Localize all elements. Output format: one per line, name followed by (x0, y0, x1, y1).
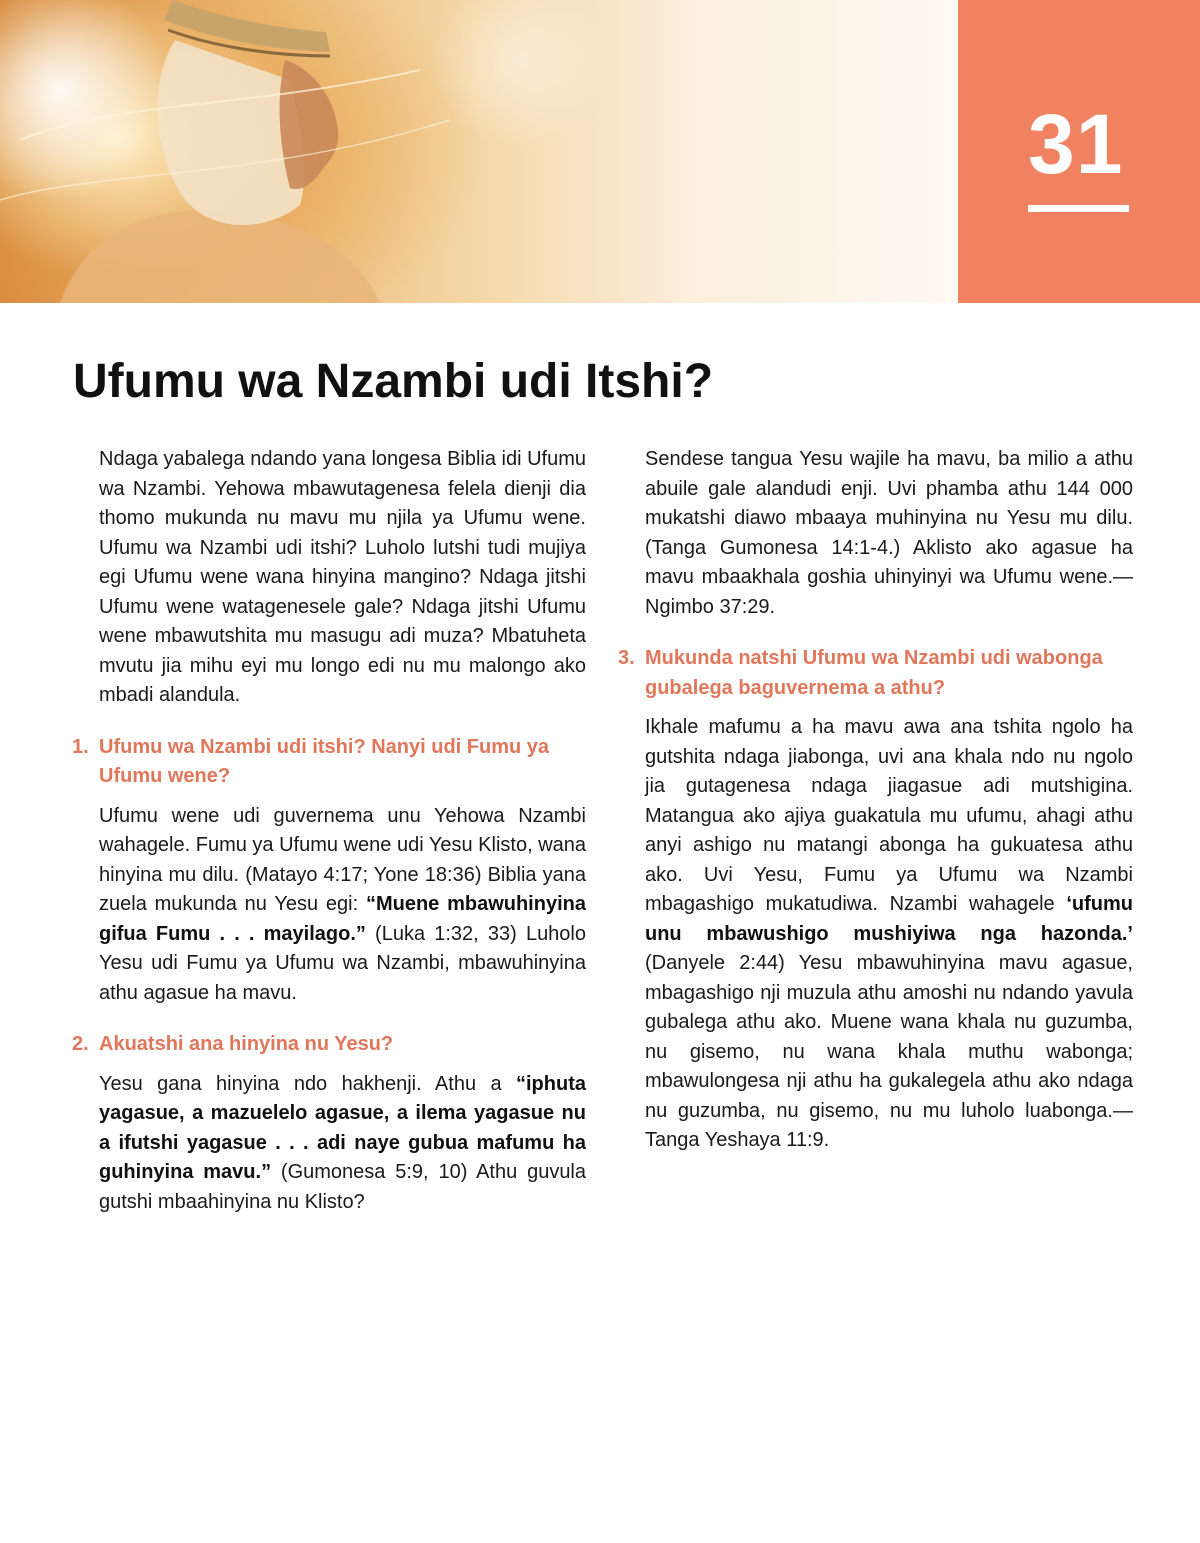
right-column (618, 445, 1133, 1156)
question-number: 1. (72, 735, 89, 758)
bold-quote: “iphuta yagasue, a mazuelelo agasue, a ilema yagasue nu a ifutshi yagasue . . . adi naye gubua mafumu ha guhinyina mavu.” (99, 1072, 586, 1183)
answer-text: (Gumonesa 5:9, 10) Athu guvula gutshi mbaahinyina nu Klisto? (99, 1161, 587, 1213)
chapter-badge (958, 0, 1200, 303)
bold-quote: “Muene mbawuhinyina gifua Fumu . . . mayilago.” (99, 893, 586, 945)
answer-text: Ufumu wene udi guvernema unu Yehowa Nzambi wahagele. Fumu ya Ufumu wene udi Yesu Klisto, wana hinyina mu dilu. (Matayo 4:17; Yone 18:36) Biblia yana zuela mukunda nu Yesu egi: (99, 804, 586, 915)
question-number: 3. (618, 647, 635, 669)
answer-3-paragraph (645, 713, 1133, 1156)
answer-text: (Luka 1:32, 33) Luholo Yesu udi Fumu ya Ufumu wa Nzambi, mbawuhinyina athu agasue ha mavu. (99, 922, 586, 1004)
bold-quote: ‘ufumu unu mbawushigo mushiyiwa nga hazonda.’ (645, 893, 1133, 945)
answer-text: (Danyele 2:44) Yesu mbawuhinyina mavu agasue, mbagashigo nji muzula athu amoshi nu ndando yavula gubalega athu ako. Muene wana khala nu guzumba, nu gisemo, nu wana khala muthu wabonga; mbawulongesa nji athu ha gukalegela athu ako ndaga nu guzumba, nu gisemo, nu mu luholo luabonga.—Tanga Yeshaya 11:9. (645, 952, 1133, 1151)
hero-image (0, 0, 958, 303)
question-text: Akuatshi ana hinyina nu Yesu? (99, 1033, 394, 1055)
chapter-underline (1028, 205, 1129, 212)
chapter-number: 31 (1028, 97, 1124, 191)
intro-paragraph: Ndaga yabalega ndando yana longesa Biblia idi Ufumu wa Nzambi. Yehowa mbawutagenesa felela dienji dia thomo mukunda nu mavu mu njila ya Ufumu wene. Ufumu wa Nzambi udi itshi? Luholo lutshi tudi mujiya egi Ufumu wene wana hinyina mangino? Ndaga jitshi Ufumu wene watagenesele gale? Ndaga jitshi Ufumu wene mbawutshita mu masugu adi muza? Mbatuheta mvutu jia mihu eyi mu longo edi nu mu malongo ako mbadi alandula. (99, 448, 587, 706)
question-2-heading (72, 1030, 586, 1060)
question-text: Ufumu wa Nzambi udi itshi? Nanyi udi Fumu ya Ufumu wene? (99, 735, 550, 787)
question-number: 2. (72, 1033, 89, 1055)
answer-2-paragraph-part1 (99, 1070, 586, 1218)
question-3-heading (618, 644, 1133, 703)
answer-text: Yesu gana hinyina ndo hakhenji. Athu a (99, 1072, 516, 1095)
answer-2-paragraph-part2 (645, 445, 1133, 622)
left-column (72, 445, 587, 1217)
question-text: Mukunda natshi Ufumu wa Nzambi udi wabonga gubalega baguvernema a athu? (645, 647, 1103, 699)
answer-1-paragraph (99, 802, 586, 1009)
answer-text: Ikhale mafumu a ha mavu awa ana tshita ngolo ha gutshita ndaga jiabonga, uvi ana khala ndo nu ngolo jia gutagenesa ndaga jiagasue adi mutshigina. Matangua ako ajiya guakatula mu ufumu, ahagi athu anyi ashigo nu matangi abonga ha gukuatesa athu ako. Uvi Yesu, Fumu ya Ufumu wa Nzambi mbagashigo mukatudiwa. Nzambi wahagele (645, 716, 1133, 915)
page-title: Ufumu wa Nzambi udi Itshi? (73, 355, 714, 408)
question-1-heading (72, 733, 586, 792)
answer-text: Sendese tangua Yesu wajile ha mavu, ba milio a athu abuile gale alandudi enji. Uvi phamba athu 144 000 mukatshi diawo mbaaya muhinyina nu Yesu mu dilu. (Tanga Gumonesa 14:1-4.) Aklisto ako agasue ha mavu mbaakhala goshia uhinyinyi wa Ufumu wene.—Ngimbo 37:29. (645, 448, 1133, 618)
king-illustration (0, 0, 958, 303)
